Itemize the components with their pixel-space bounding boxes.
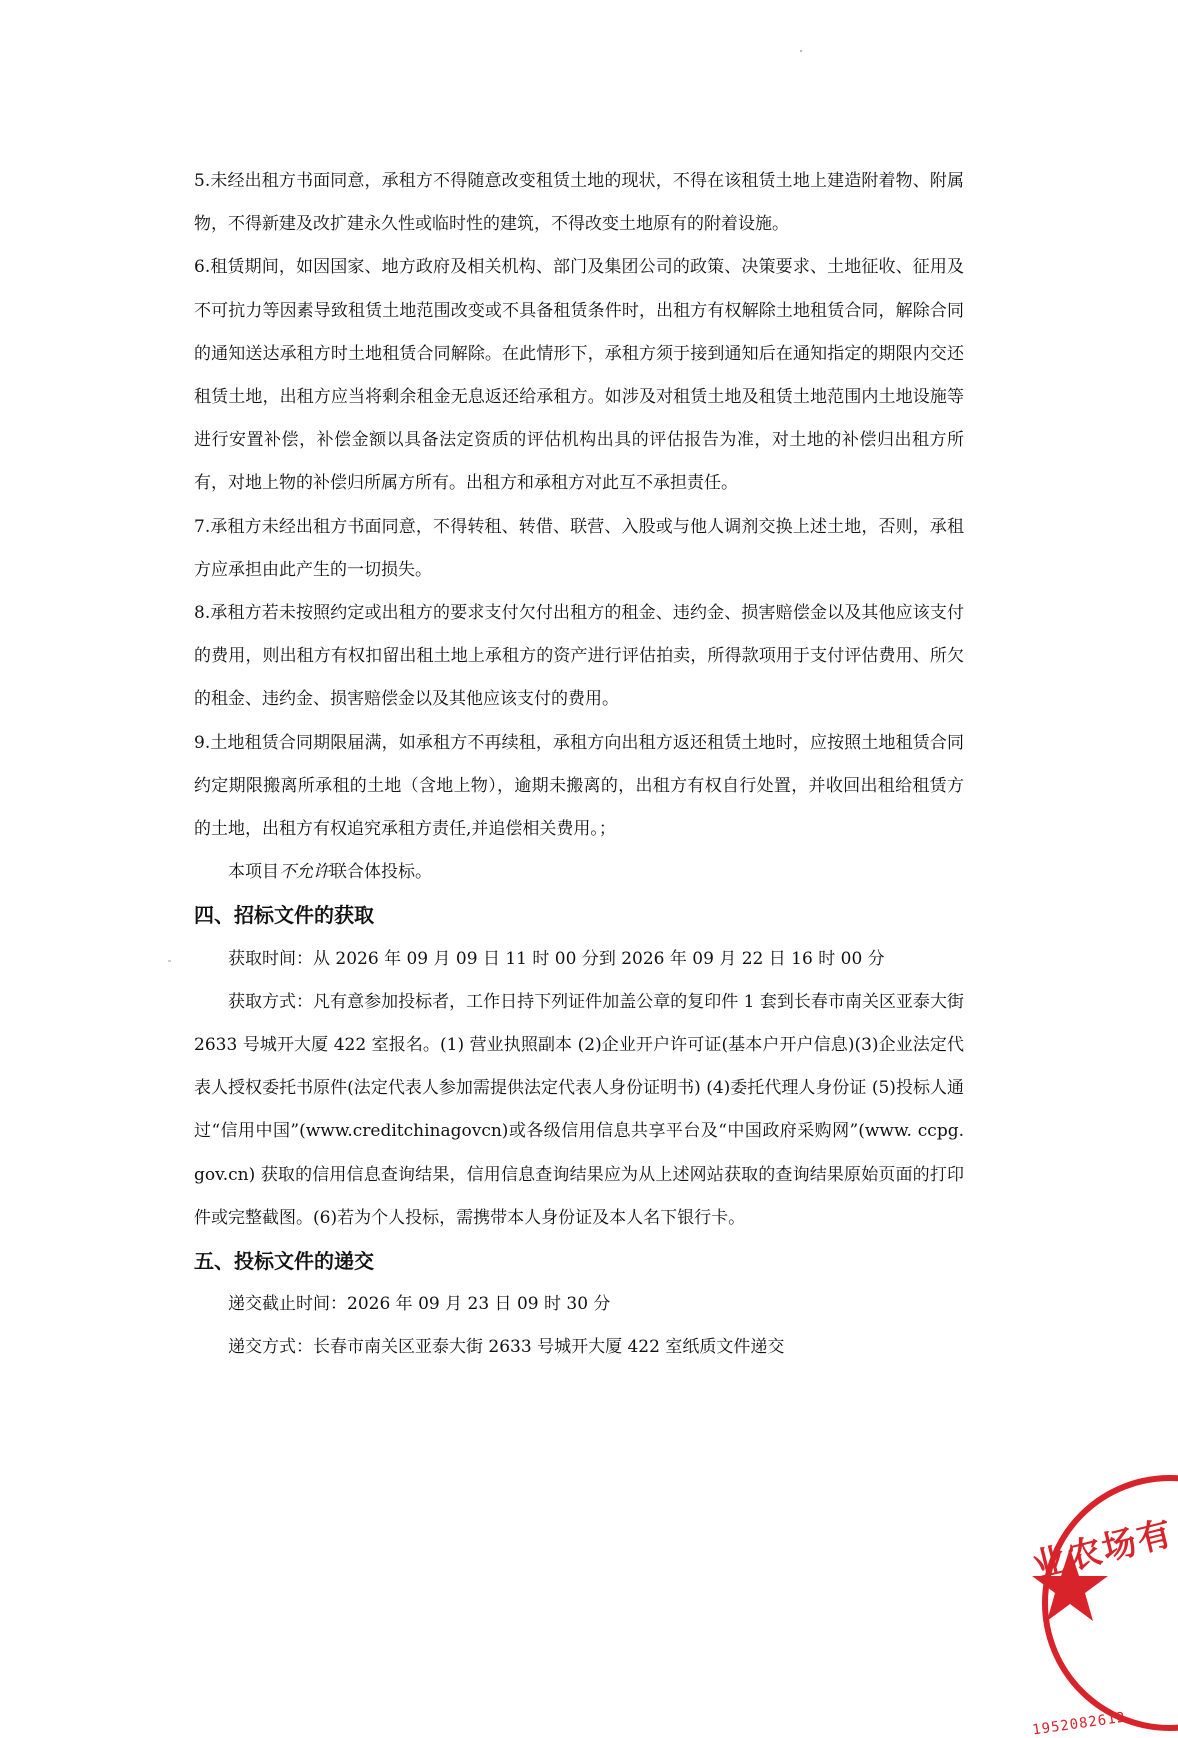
seal-number: 1952082612 [1031, 1709, 1127, 1738]
acquisition-time-label: 获取时间： [228, 948, 313, 969]
acquisition-method-value: 凡有意参加投标者，工作日持下列证件加盖公章的复印件 1 套到长春市南关区亚泰大街 2633 号城开大厦 422 室报名。(1) 营业执照副本 (2)企业开户许可证(基本户开户信息)(3)企业法定代表人授权委托书原件(法定代表人参加需提供法定代表人身份证明书) (4)委托代理人身份证 (5)投标人通过“信用中国”(www.creditchinagovcn)或各级信用信息共享平台及“中国政府采购网”(www. ccpg. gov.cn) 获取的信用信息查询结果，信用信息查询结果应为从上述网站获取的查询结果原始页面的打印件或完整截图。(6)若为个人投标，需携带本人身份证及本人名下银行卡。 [194, 991, 965, 1228]
clause-7: 7.承租方未经出租方书面同意，不得转租、转借、联营、入股或与他人调剂交换上述土地，否则，承租方应承担由此产生的一切损失。 [194, 516, 964, 580]
consortium-suffix: 联合体投标。 [330, 862, 432, 883]
clause-5: 5.未经出租方书面同意，承租方不得随意改变租赁土地的现状，不得在该租赁土地上建造附着物、附属物，不得新建及改扩建永久性或临时性的建筑，不得改变土地原有的附着设施。 [194, 171, 964, 235]
consortium-prefix: 本项目 [228, 862, 279, 883]
consortium-statement [194, 851, 964, 894]
section-5-heading: 五、投标文件的递交 [194, 1249, 374, 1274]
acquisition-method [194, 981, 964, 1240]
clause-9: 9.土地租赁合同期限届满，如承租方不再续租，承租方向出租方返还租赁土地时，应按照土地租赁合同约定期限搬离所承租的土地（含地上物），逾期未搬离的，出租方有权自行处置，并收回出租给租赁方的土地，出租方有权追究承租方责任,并追偿相关费用。； [194, 732, 964, 840]
submission-deadline-value: 2026 年 09 月 23 日 09 时 30 分 [347, 1294, 611, 1315]
seal-text: 业农场有 [1028, 1513, 1178, 1587]
consortium-value: 不允许 [279, 862, 330, 883]
acquisition-time-value: 从 2026 年 09 月 09 日 11 时 00 分到 2026 年 09 月 22 日 16 时 00 分 [313, 948, 885, 969]
submission-deadline-label: 递交截止时间： [228, 1294, 347, 1315]
clause-8: 8.承租方若未按照约定或出租方的要求支付欠付出租方的租金、违约金、损害赔偿金以及其他应该支付的费用，则出租方有权扣留出租土地上承租方的资产进行评估拍卖，所得款项用于支付评估费用、所欠的租金、违约金、损害赔偿金以及其他应该支付的费用。 [194, 603, 964, 710]
document-body [194, 160, 964, 1370]
clause-6: 6.租赁期间，如因国家、地方政府及相关机构、部门及集团公司的政策、决策要求、土地征收、征用及不可抗力等因素导致租赁土地范围改变或不具备租赁条件时，出租方有权解除土地租赁合同，解除合同的通知送达承租方时土地租赁合同解除。在此情形下，承租方须于接到通知后在通知指定的期限内交还租赁土地，出租方应当将剩余租金无息返还给承租方。如涉及对租赁土地及租赁土地范围内土地设施等进行安置补偿，补偿金额以具备法定资质的评估机构出具的评估报告为准，对土地的补偿归出租方所有，对地上物的补偿归所属方所有。出租方和承租方对此互不承担责任。 [194, 257, 964, 494]
submission-deadline [194, 1283, 964, 1326]
company-seal [1020, 1478, 1178, 1738]
scan-speck [800, 50, 802, 52]
submission-method [194, 1326, 964, 1369]
scan-speck [168, 960, 171, 962]
section-4-heading: 四、招标文件的获取 [194, 903, 374, 928]
submission-method-label: 递交方式： [228, 1337, 313, 1358]
submission-method-value: 长春市南关区亚泰大街 2633 号城开大厦 422 室纸质文件递交 [313, 1337, 785, 1358]
acquisition-method-label: 获取方式： [228, 991, 314, 1012]
acquisition-time [194, 938, 964, 981]
